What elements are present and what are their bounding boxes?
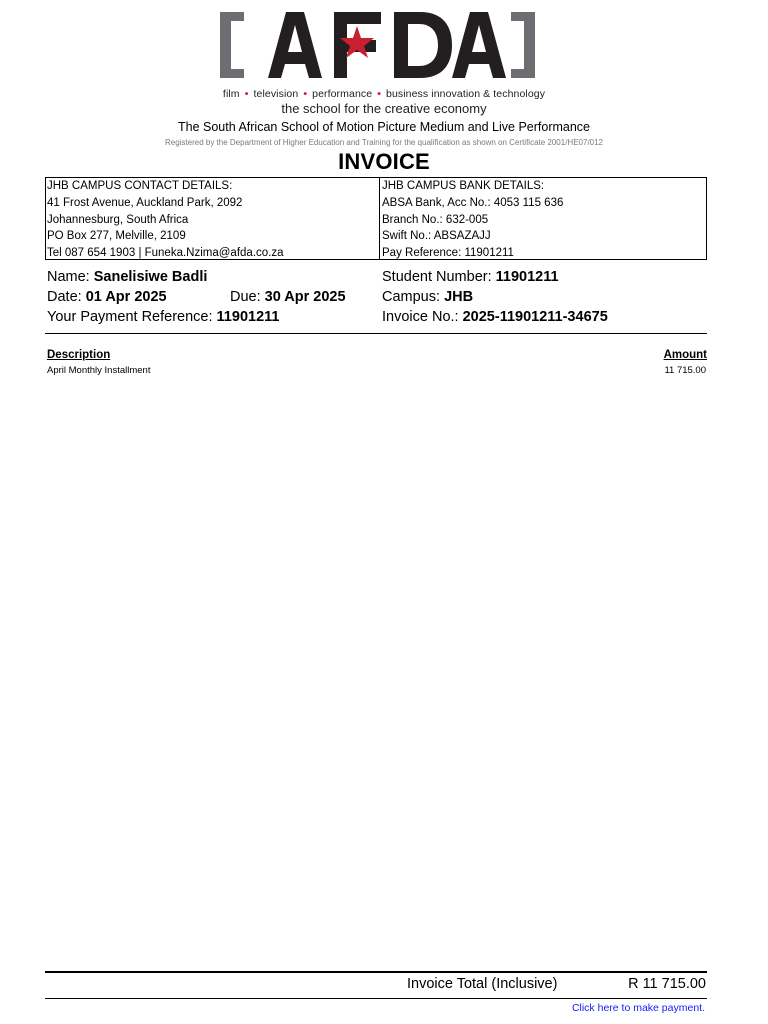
amount-header: Amount [663, 349, 707, 361]
make-payment-link[interactable]: Click here to make payment. [571, 1002, 705, 1014]
invoice-total-value: R 11 715.00 [628, 976, 706, 992]
due-label: Due: [230, 289, 261, 305]
bullet-icon: • [377, 88, 381, 100]
due-row [230, 289, 346, 305]
payment-reference: 11901211 [216, 309, 280, 325]
student-name-row [47, 269, 207, 285]
student-number-row [382, 269, 559, 285]
subtitle: the school for the creative economy [281, 101, 487, 116]
invoice-date: 01 Apr 2025 [85, 289, 167, 305]
campus-row [382, 289, 473, 305]
afda-logo [220, 12, 535, 78]
bank-details [382, 178, 563, 262]
campus: JHB [444, 289, 474, 305]
contact-tel-email: Tel 087 654 1903 | Funeka.Nzima@afda.co.za [47, 247, 284, 260]
invoice-number: 2025-11901211-34675 [462, 309, 608, 325]
details-box [45, 177, 707, 260]
bullet-icon: • [303, 88, 308, 100]
tagline-item-performance: performance [312, 88, 373, 100]
contact-address: 41 Frost Avenue, Auckland Park, 2092 [47, 196, 243, 209]
payment-reference-row [47, 309, 279, 325]
student-number-label: Student Number: [382, 269, 492, 285]
line-item-description: April Monthly Installment [47, 365, 151, 376]
bank-account: ABSA Bank, Acc No.: 4053 115 636 [382, 196, 564, 209]
date-label: Date: [47, 289, 82, 305]
campus-label: Campus: [382, 289, 441, 305]
student-number: 11901211 [495, 269, 559, 285]
date-row [47, 289, 167, 305]
registration-note: Registered by the Department of Higher Education and Training for the qualification as shown on Certificate 2001/HE07/012 [164, 138, 604, 147]
name-label: Name: [47, 269, 90, 285]
tagline-item-film: film [222, 88, 240, 100]
contact-po-box: PO Box 277, Melville, 2109 [47, 230, 186, 243]
tagline [0, 88, 768, 100]
total-top-line [45, 971, 707, 973]
page-title: INVOICE [338, 149, 430, 174]
line-item-amount: 11 715.00 [664, 365, 706, 376]
bank-heading: JHB CAMPUS BANK DETAILS: [382, 180, 545, 192]
contact-heading: JHB CAMPUS CONTACT DETAILS: [47, 180, 233, 192]
bank-swift: Swift No.: ABSAZAJJ [382, 230, 491, 243]
contact-city: Johannesburg, South Africa [47, 213, 189, 226]
invoice-number-row [382, 309, 608, 325]
payment-reference-label: Your Payment Reference: [47, 309, 213, 325]
tagline-item-television: television [253, 88, 299, 100]
divider-line [45, 333, 707, 334]
invoice-total-label: Invoice Total (Inclusive) [407, 976, 558, 992]
due-date: 30 Apr 2025 [264, 289, 346, 305]
description-header: Description [47, 349, 111, 361]
bank-branch: Branch No.: 632-005 [382, 213, 489, 226]
invoice-number-label: Invoice No.: [382, 309, 459, 325]
bank-pay-reference: Pay Reference: 11901211 [382, 247, 514, 260]
tagline-item-business: business innovation & technology [386, 88, 546, 100]
contact-details [47, 178, 284, 262]
student-name: Sanelisiwe Badli [93, 269, 208, 285]
bullet-icon: • [244, 88, 249, 100]
box-divider [379, 178, 380, 259]
school-name: The South African School of Motion Picture Medium and Live Performance [177, 120, 591, 134]
total-bottom-line [45, 998, 707, 999]
